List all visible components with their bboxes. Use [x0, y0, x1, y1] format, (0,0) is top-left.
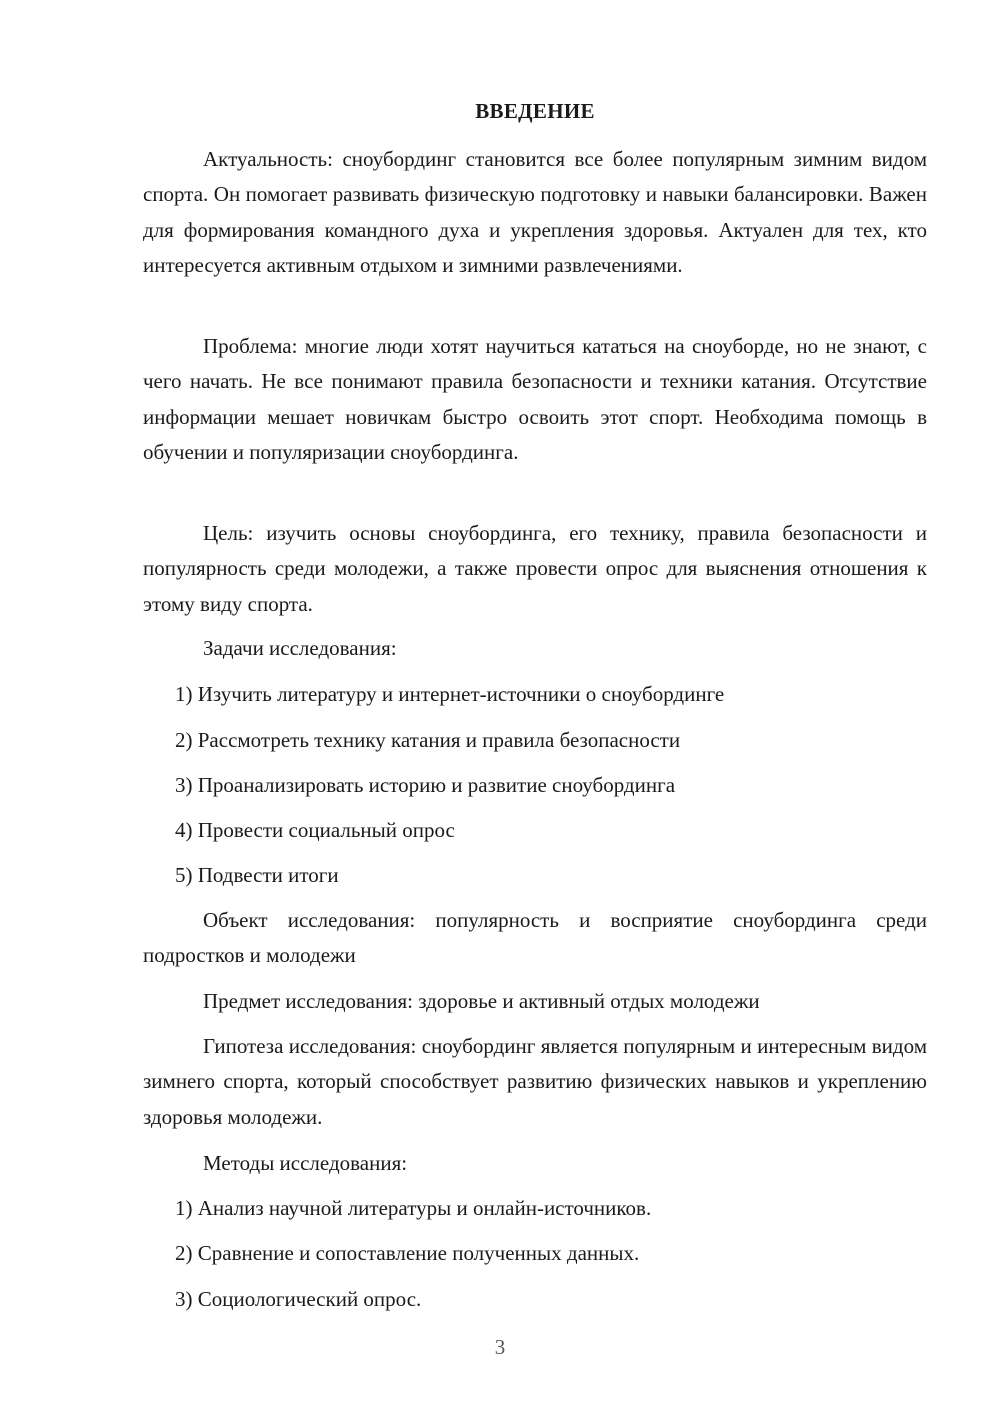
relevance-paragraph: Актуальность: сноубординг становится все более популярным зимним видом спорта. Он помогает развивать физическую подготовку и навыки балансировки. Важен для формирования командного духа и укрепления здоровья. Актуален для тех, кто интересуется активным отдыхом и зимними развлечениями.	[143, 147, 927, 277]
page-number: 3	[494, 1335, 506, 1359]
list-item: 1) Изучить литературу и интернет-источники о сноубординге	[175, 682, 725, 706]
object-paragraph: Объект исследования: популярность и восприятие сноубординга среди подростков и молодежи	[143, 908, 927, 968]
list-item: 2) Сравнение и сопоставление полученных данных.	[175, 1241, 640, 1265]
list-item: 5) Подвести итоги	[175, 863, 339, 887]
subject-paragraph: Предмет исследования: здоровье и активный отдых молодежи	[203, 989, 760, 1013]
problem-paragraph: Проблема: многие люди хотят научиться кататься на сноуборде, но не знают, с чего начать. Не все понимают правила безопасности и техники катания. Отсутствие информации мешает новичкам быстро освоить этот спорт. Необходима помощь в обучении и популяризации сноубординга.	[143, 334, 927, 464]
list-item: 3) Проанализировать историю и развитие сноубординга	[175, 773, 676, 797]
list-item: 4) Провести социальный опрос	[175, 818, 455, 842]
list-item: 2) Рассмотреть технику катания и правила безопасности	[175, 728, 681, 752]
list-item: 3) Социологический опрос.	[175, 1287, 422, 1311]
methods-title: Методы исследования:	[203, 1151, 408, 1175]
tasks-title: Задачи исследования:	[203, 636, 397, 660]
list-item: 1) Анализ научной литературы и онлайн-источников.	[175, 1196, 652, 1220]
goal-paragraph: Цель: изучить основы сноубординга, его технику, правила безопасности и популярность среди молодежи, а также провести опрос для выяснения отношения к этому виду спорта.	[143, 521, 927, 616]
page-title: ВВЕДЕНИЕ	[475, 99, 595, 123]
hypothesis-paragraph: Гипотеза исследования: сноубординг является популярным и интересным видом зимнего спорта, который способствует развитию физических навыков и укреплению здоровья молодежи.	[143, 1034, 927, 1129]
